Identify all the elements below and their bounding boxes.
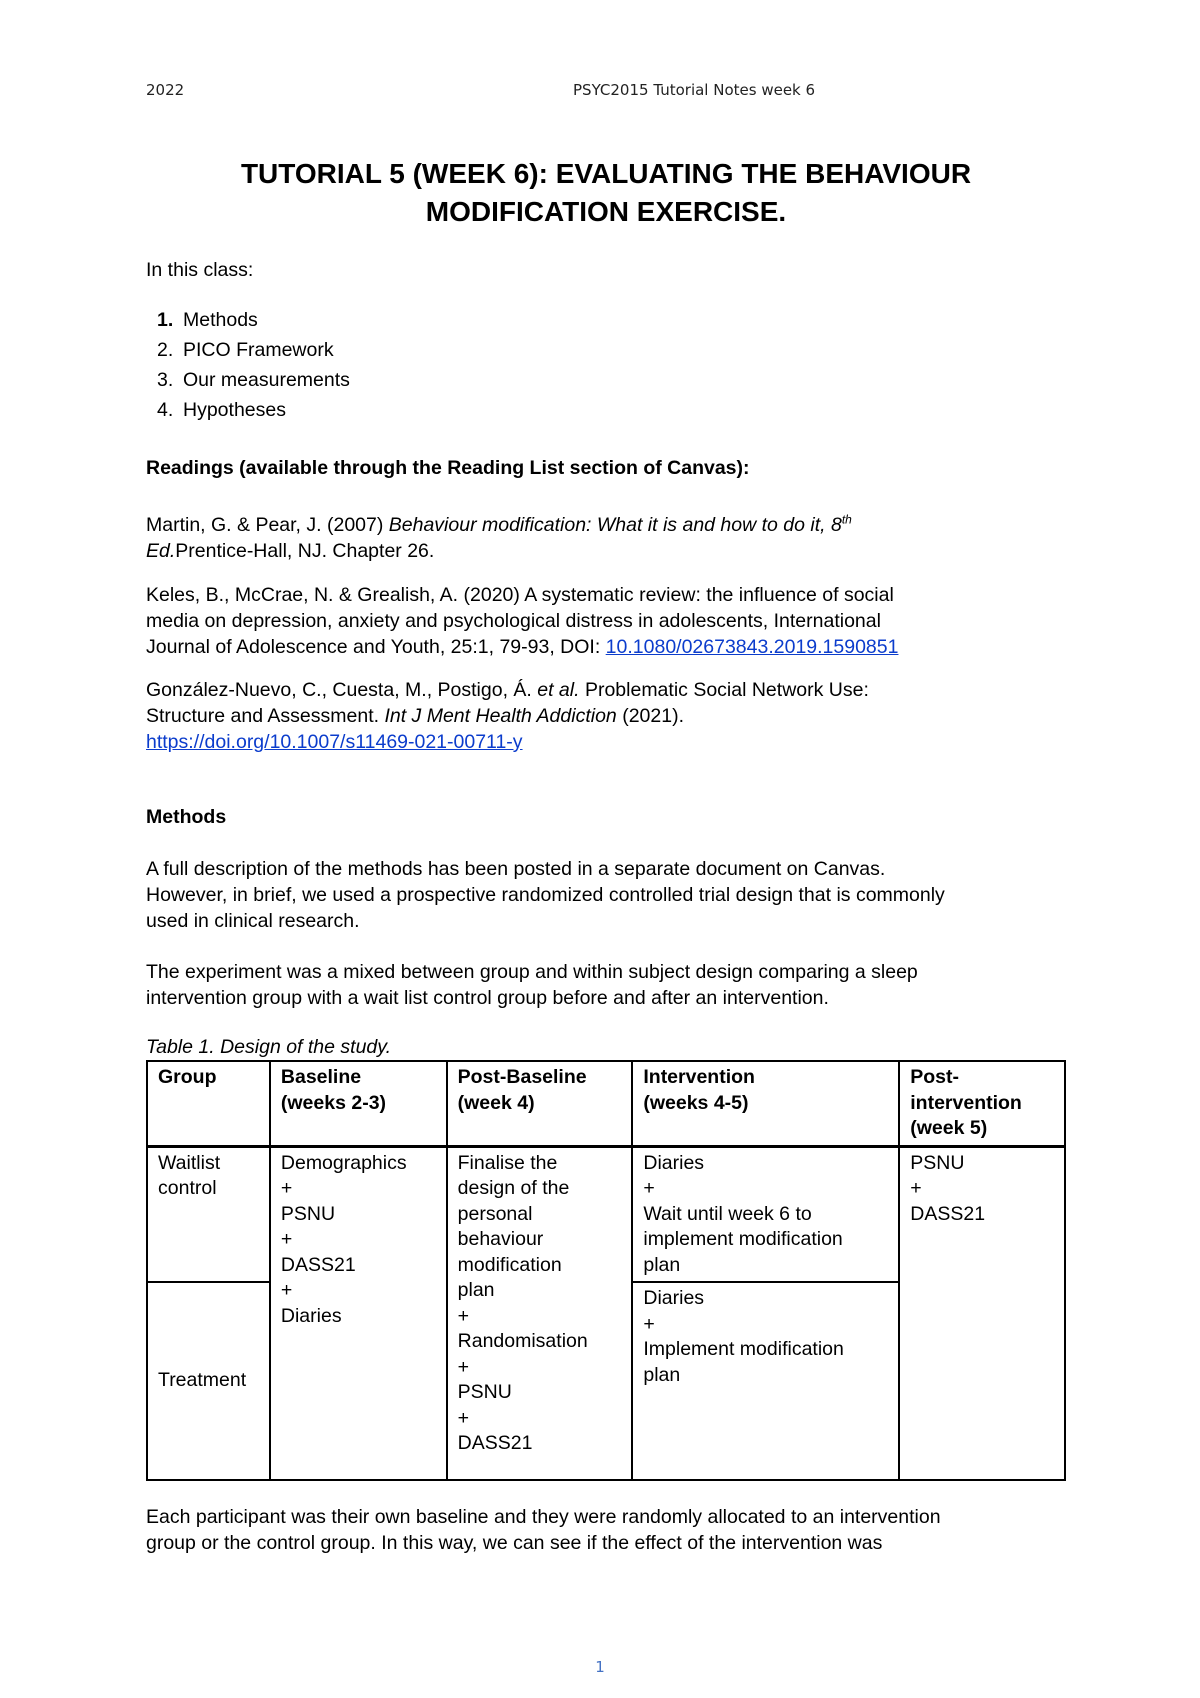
header-post-intervention: Post- intervention (week 5) xyxy=(899,1061,1065,1146)
methods-heading: Methods xyxy=(146,806,227,828)
doi-url-link[interactable]: https://doi.org/10.1007/s11469-021-00711-y xyxy=(146,731,523,753)
reference-1: Martin, G. & Pear, J. (2007) Behaviour modification: What it is and how to do it, 8th xyxy=(146,512,852,536)
reference-1-cont: Ed.Prentice-Hall, NJ. Chapter 26. xyxy=(146,540,435,562)
header-course: PSYC2015 Tutorial Notes week 6 xyxy=(573,81,816,99)
cell-baseline: Demographics + PSNU + DASS21 + Diaries xyxy=(270,1146,447,1480)
list-item: 3. Our measurements xyxy=(157,369,350,391)
doi-link[interactable]: 10.1080/02673843.2019.1590851 xyxy=(605,636,899,658)
header-baseline: Baseline (weeks 2-3) xyxy=(270,1061,447,1146)
cell-group-treatment: Treatment xyxy=(147,1282,270,1480)
list-item: 4. Hypotheses xyxy=(157,399,286,421)
header-year: 2022 xyxy=(146,81,185,99)
intro-text: In this class: xyxy=(146,259,254,281)
cell-post-intervention: PSNU + DASS21 xyxy=(899,1146,1065,1480)
agenda-list xyxy=(146,305,350,425)
table-caption: Table 1. Design of the study. xyxy=(146,1036,391,1058)
closing-paragraph: Each participant was their own baseline and they were randomly allocated to an intervention group or the control group. In this way, we can see if the effect of the intervention was xyxy=(146,1506,941,1554)
header-post-baseline: Post-Baseline (week 4) xyxy=(447,1061,633,1146)
page-title xyxy=(146,155,1066,231)
cell-intervention-treatment: Diaries + Implement modification plan xyxy=(632,1282,899,1480)
header-intervention: Intervention (weeks 4-5) xyxy=(632,1061,899,1146)
cell-group-waitlist: Waitlist control xyxy=(147,1146,270,1282)
table-header-row xyxy=(147,1061,1065,1146)
readings-heading: Readings (available through the Reading List section of Canvas): xyxy=(146,457,750,479)
list-item: 2. PICO Framework xyxy=(157,339,334,361)
methods-paragraph-1: A full description of the methods has been posted in a separate document on Canvas. However, in brief, we used a prospective randomized controlled trial design that is commonly used in clinical research. xyxy=(146,858,945,932)
list-item: 1. Methods xyxy=(157,309,258,331)
table-row xyxy=(147,1146,1065,1282)
study-design-table xyxy=(146,1060,1066,1481)
methods-paragraph-2: The experiment was a mixed between group and within subject design comparing a sleep intervention group with a wait list control group before and after an intervention. xyxy=(146,961,918,1009)
title-line-1: TUTORIAL 5 (WEEK 6): EVALUATING THE BEHAVIOUR xyxy=(240,158,972,189)
page-number: 1 xyxy=(595,1658,605,1676)
reference-2: Keles, B., McCrae, N. & Grealish, A. (2020) A systematic review: the influence of social media on depression, anxiety and psychological distress in adolescents, International Journal of Adolescence and Youth, 25:1, 79-93, DOI: 10.1080/02673843.2019.1590851 xyxy=(146,584,899,658)
reference-3: González-Nuevo, C., Cuesta, M., Postigo, Á. et al. Problematic Social Network Use: Structure and Assessment. Int J Ment Health Addiction (2021). https://doi.org/10.1007/s11469-021-00711-y xyxy=(146,679,869,753)
cell-post-baseline: Finalise the design of the personal behaviour modification plan + Randomisation + PSNU + DASS21 xyxy=(447,1146,633,1480)
cell-intervention-waitlist: Diaries + Wait until week 6 to implement modification plan xyxy=(632,1146,899,1282)
title-line-2: MODIFICATION EXERCISE. xyxy=(425,196,787,227)
header-group: Group xyxy=(147,1061,270,1146)
